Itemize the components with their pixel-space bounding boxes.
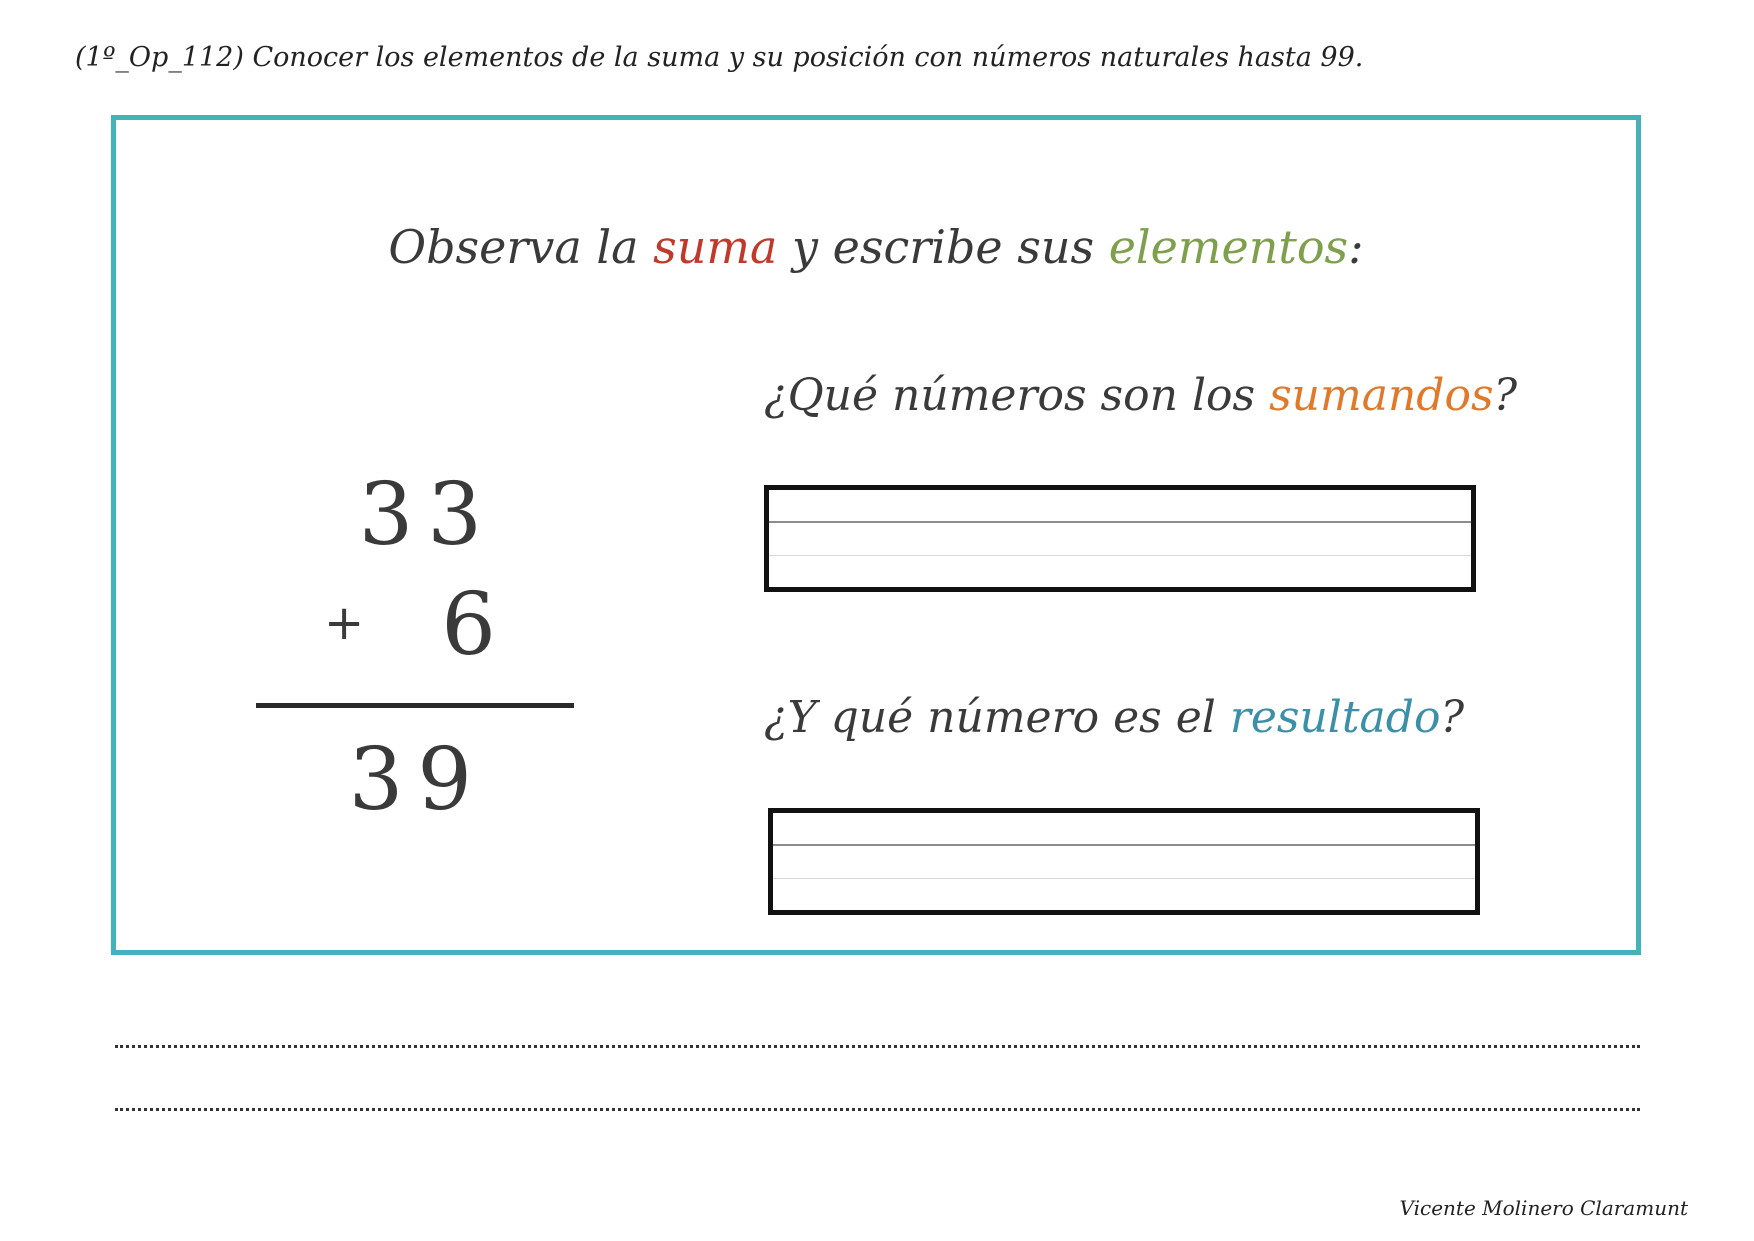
sumandos-answer-box[interactable]: [764, 485, 1476, 592]
question-resultado-part-1: ¿Y qué número es el: [764, 692, 1230, 743]
question-resultado-part-2: ?: [1440, 692, 1465, 743]
writing-guide-line: [773, 878, 1475, 879]
instruction-part-3: :: [1348, 220, 1364, 274]
instruction-word-suma: suma: [653, 220, 778, 274]
addition-result: 39: [348, 730, 486, 830]
question-sumandos: [764, 370, 1517, 421]
question-sumandos-part-2: ?: [1493, 370, 1518, 421]
exercise-frame: [111, 115, 1641, 955]
writing-guide-line: [769, 521, 1471, 523]
question-resultado-highlight: resultado: [1229, 692, 1441, 743]
worksheet-title: (1º_Op_112) Conocer los elementos de la suma y su posición con números naturales hasta 99.: [75, 42, 1364, 73]
dotted-writing-line-1[interactable]: [115, 1045, 1640, 1048]
plus-sign: +: [324, 595, 365, 651]
instruction-part-1: Observa la: [388, 220, 654, 274]
sum-line: [256, 703, 574, 708]
author-credit: Vicente Molinero Claramunt: [1399, 1196, 1688, 1220]
instruction-text: [116, 220, 1636, 274]
dotted-writing-line-2[interactable]: [115, 1108, 1640, 1111]
instruction-word-elementos: elementos: [1108, 220, 1349, 274]
question-sumandos-highlight: sumandos: [1269, 370, 1494, 421]
first-addend: 33: [358, 465, 496, 565]
writing-guide-line: [769, 555, 1471, 556]
vertical-addition: [256, 465, 576, 845]
second-addend: 6: [441, 575, 496, 675]
question-resultado: [764, 692, 1464, 743]
question-sumandos-part-1: ¿Qué números son los: [764, 370, 1270, 421]
instruction-part-2: y escribe sus: [777, 220, 1109, 274]
resultado-answer-box[interactable]: [768, 808, 1480, 915]
writing-guide-line: [773, 844, 1475, 846]
